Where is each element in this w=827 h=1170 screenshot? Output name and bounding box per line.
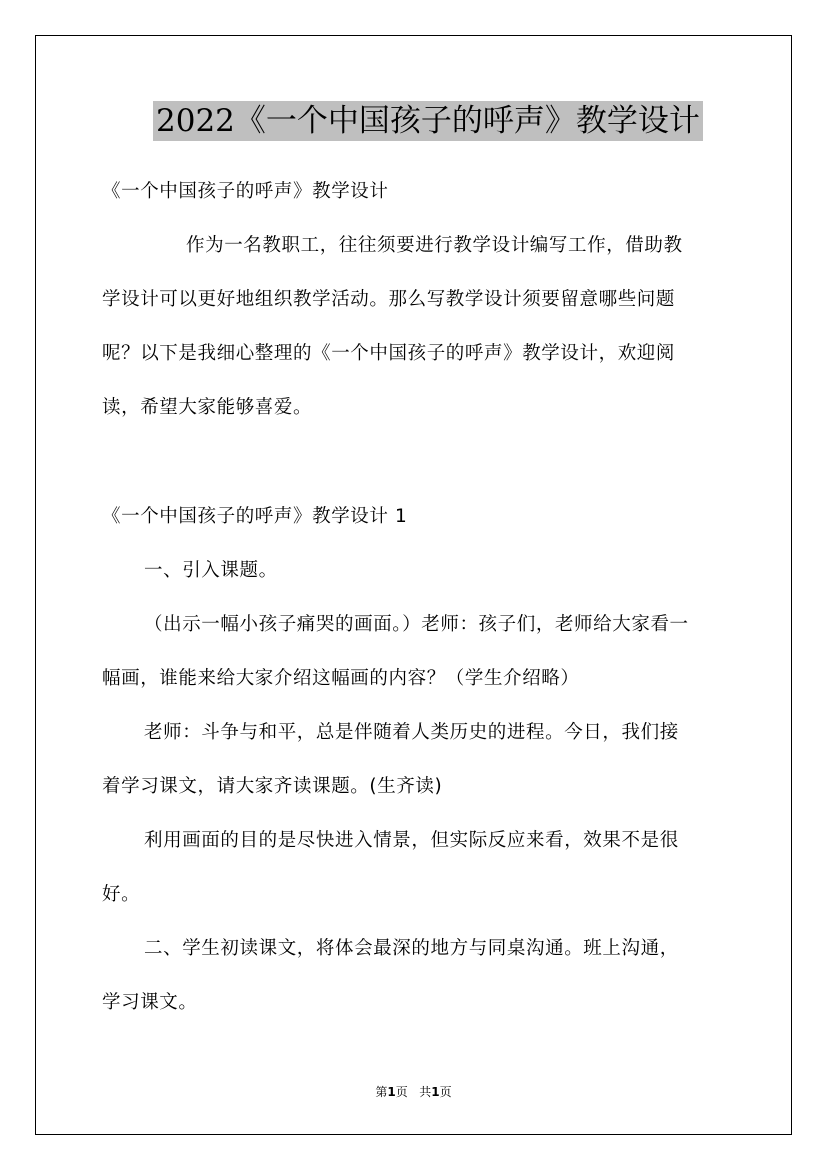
paragraph-line: 老师：斗争与和平，总是伴随着人类历史的进程。今日，我们接 xyxy=(144,722,679,743)
subtitle-text: 《一个中国孩子的呼声》教学设计 xyxy=(102,181,389,202)
total-pages: 1 xyxy=(431,1085,440,1099)
paragraph-line: 幅画，谁能来给大家介绍这幅画的内容？（学生介绍略） xyxy=(102,668,580,689)
intro-line: 读，希望大家能够喜爱。 xyxy=(102,397,313,418)
page-suffix: 页 xyxy=(395,1085,408,1099)
step-one xyxy=(102,544,727,598)
intro-line: 学设计可以更好地组织教学活动。那么写教学设计须要留意哪些问题 xyxy=(102,289,676,310)
paragraph-4 xyxy=(102,922,727,1030)
paragraph-3 xyxy=(102,814,727,922)
page-number: 1 xyxy=(387,1085,396,1099)
section-heading-text: 《一个中国孩子的呼声》教学设计 1 xyxy=(102,506,408,527)
paragraph-line: （出示一幅小孩子痛哭的画面。）老师：孩子们，老师给大家看一 xyxy=(144,614,689,635)
paragraph-line: 学习课文。 xyxy=(102,992,198,1013)
document-title: 2022《一个中国孩子的呼声》教学设计 xyxy=(153,101,703,141)
total-suffix: 页 xyxy=(439,1085,452,1099)
page-prefix: 第 xyxy=(375,1085,388,1099)
subtitle xyxy=(102,165,727,219)
intro-line: 作为一名教职工，往往须要进行教学设计编写工作，借助教 xyxy=(186,235,683,256)
paragraph-line: 利用画面的目的是尽快进入情景，但实际反应来看，效果不是很 xyxy=(144,830,679,851)
page-footer xyxy=(0,1083,827,1100)
intro-line: 呢？以下是我细心整理的《一个中国孩子的呼声》教学设计，欢迎阅 xyxy=(102,343,676,364)
paragraph-line: 好。 xyxy=(102,884,141,905)
paragraph-line: 二、学生初读课文，将体会最深的地方与同桌沟通。班上沟通， xyxy=(144,938,679,959)
section-heading xyxy=(102,490,727,544)
paragraph-line: 着学习课文，请大家齐读课题。(生齐读) xyxy=(102,776,443,797)
paragraph-2 xyxy=(102,706,727,814)
paragraph-1 xyxy=(102,598,727,706)
step-one-text: 一、引入课题。 xyxy=(144,560,278,581)
intro-paragraph xyxy=(102,219,727,435)
total-prefix: 共 xyxy=(419,1085,432,1099)
